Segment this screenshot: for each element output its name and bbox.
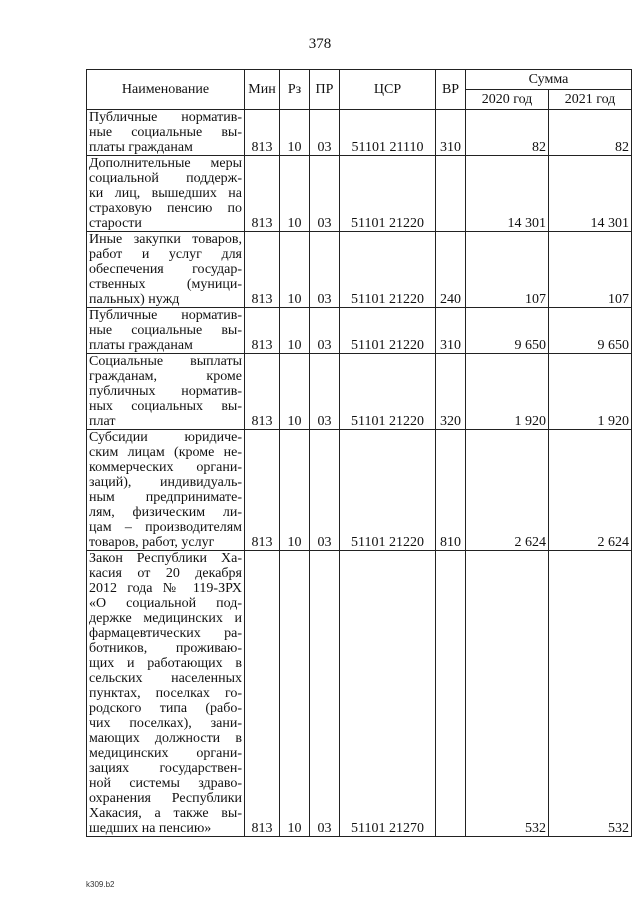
row-csr: 51101 21110 <box>340 110 436 156</box>
row-name-line: Публичные норматив- <box>89 110 242 125</box>
row-name-line: пальных) нужд <box>89 292 180 307</box>
row-name <box>87 232 245 308</box>
row-name <box>87 430 245 551</box>
header-pr: ПР <box>310 70 340 110</box>
header-year-2021: 2021 год <box>549 90 632 110</box>
header-min: Мин <box>245 70 280 110</box>
page-number: 378 <box>308 36 332 52</box>
row-rz: 10 <box>280 354 310 430</box>
row-name-line: ки лиц, вышедших на <box>89 186 242 201</box>
row-csr: 51101 21220 <box>340 156 436 232</box>
row-min: 813 <box>245 308 280 354</box>
row-name-line: Дополнительные меры <box>89 156 242 171</box>
row-min: 813 <box>245 354 280 430</box>
row-name-line: Хакасия, а также вы- <box>89 806 242 821</box>
row-csr: 51101 21220 <box>340 430 436 551</box>
row-name <box>87 110 245 156</box>
table-row <box>87 232 632 308</box>
row-name <box>87 551 245 837</box>
row-name-line: фармацевтических ра- <box>89 626 242 641</box>
row-name-line: ственных (муници- <box>89 277 242 292</box>
row-name-line: медицинских органи- <box>89 746 242 761</box>
row-rz: 10 <box>280 430 310 551</box>
row-pr: 03 <box>310 156 340 232</box>
row-name-line: 2012 года № 119-ЗРХ <box>89 581 242 596</box>
row-name-line: сельских населенных <box>89 671 242 686</box>
row-pr: 03 <box>310 232 340 308</box>
row-name <box>87 308 245 354</box>
row-name-line: чих поселках), зани- <box>89 716 242 731</box>
row-rz: 10 <box>280 551 310 837</box>
row-name-line: социальной поддерж- <box>89 171 242 186</box>
row-name-line: Субсидии юридиче- <box>89 430 242 445</box>
header-rz: Рз <box>280 70 310 110</box>
table-row <box>87 354 632 430</box>
row-name-line: работ и услуг для <box>89 247 242 262</box>
row-vr: 240 <box>436 232 466 308</box>
row-rz: 10 <box>280 110 310 156</box>
row-csr: 51101 21220 <box>340 354 436 430</box>
row-vr: 310 <box>436 308 466 354</box>
row-csr: 51101 21220 <box>340 232 436 308</box>
header-sum: Сумма <box>466 70 632 90</box>
row-amount-2020: 1 920 <box>466 354 549 430</box>
row-name-line: ные социальные вы- <box>89 125 242 140</box>
row-name-line: заций), индивидуаль- <box>89 475 242 490</box>
row-name-line: ботников, проживаю- <box>89 641 242 656</box>
row-vr: 310 <box>436 110 466 156</box>
row-name-line: ским лицам (кроме не- <box>89 445 242 460</box>
row-min: 813 <box>245 156 280 232</box>
row-vr: 810 <box>436 430 466 551</box>
row-csr: 51101 21220 <box>340 308 436 354</box>
row-amount-2021: 82 <box>549 110 632 156</box>
row-vr <box>436 156 466 232</box>
row-name-line: ных социальных вы- <box>89 399 242 414</box>
table-row <box>87 551 632 837</box>
row-rz: 10 <box>280 308 310 354</box>
row-name-line: щих и работающих в <box>89 656 242 671</box>
row-name-line: платы гражданам <box>89 140 193 155</box>
table-row <box>87 156 632 232</box>
row-vr <box>436 551 466 837</box>
row-name-line: мающих должности в <box>89 731 242 746</box>
row-name-line: держке медицинских и <box>89 611 242 626</box>
row-name-line: зациях государствен- <box>89 761 242 776</box>
row-name-line: страховую пенсию по <box>89 201 242 216</box>
row-min: 813 <box>245 551 280 837</box>
row-amount-2021: 1 920 <box>549 354 632 430</box>
header-year-2020: 2020 год <box>466 90 549 110</box>
row-amount-2020: 82 <box>466 110 549 156</box>
row-name-line: плат <box>89 414 116 429</box>
row-name-line: шедших на пенсию» <box>89 821 212 836</box>
header-name: Наименование <box>87 70 245 110</box>
row-pr: 03 <box>310 308 340 354</box>
table-row <box>87 110 632 156</box>
row-name <box>87 354 245 430</box>
row-min: 813 <box>245 430 280 551</box>
row-min: 813 <box>245 232 280 308</box>
row-name-line: лям, физическим ли- <box>89 505 242 520</box>
row-amount-2021: 532 <box>549 551 632 837</box>
row-amount-2021: 9 650 <box>549 308 632 354</box>
row-amount-2021: 14 301 <box>549 156 632 232</box>
row-amount-2020: 532 <box>466 551 549 837</box>
row-rz: 10 <box>280 232 310 308</box>
row-name-line: гражданам, кроме <box>89 369 242 384</box>
row-name-line: «О социальной под- <box>89 596 242 611</box>
row-name-line: ным предпринимате- <box>89 490 242 505</box>
row-pr: 03 <box>310 354 340 430</box>
row-amount-2021: 2 624 <box>549 430 632 551</box>
table-body <box>87 110 632 837</box>
row-name-line: касия от 20 декабря <box>89 566 242 581</box>
row-amount-2020: 9 650 <box>466 308 549 354</box>
row-pr: 03 <box>310 551 340 837</box>
row-name-line: товаров, работ, услуг <box>89 535 215 550</box>
row-pr: 03 <box>310 430 340 551</box>
row-amount-2020: 2 624 <box>466 430 549 551</box>
header-csr: ЦСР <box>340 70 436 110</box>
row-amount-2021: 107 <box>549 232 632 308</box>
row-name-line: старости <box>89 216 142 231</box>
footer-code: k309.b2 <box>86 880 115 889</box>
row-name-line: обеспечения государ- <box>89 262 242 277</box>
row-vr: 320 <box>436 354 466 430</box>
row-min: 813 <box>245 110 280 156</box>
row-rz: 10 <box>280 156 310 232</box>
row-name-line: ной системы здраво- <box>89 776 242 791</box>
budget-table <box>86 69 632 837</box>
row-name-line: публичных норматив- <box>89 384 242 399</box>
row-name-line: пунктах, поселках го- <box>89 686 242 701</box>
row-name-line: коммерческих органи- <box>89 460 242 475</box>
row-name-line: охранения Республики <box>89 791 242 806</box>
row-name <box>87 156 245 232</box>
row-pr: 03 <box>310 110 340 156</box>
row-name-line: ные социальные вы- <box>89 323 242 338</box>
header-vr: ВР <box>436 70 466 110</box>
row-name-line: Закон Республики Ха- <box>89 551 242 566</box>
table-row <box>87 308 632 354</box>
row-csr: 51101 21270 <box>340 551 436 837</box>
row-name-line: цам – производителям <box>89 520 242 535</box>
row-name-line: Публичные норматив- <box>89 308 242 323</box>
row-amount-2020: 107 <box>466 232 549 308</box>
row-name-line: родского типа (рабо- <box>89 701 242 716</box>
row-name-line: Социальные выплаты <box>89 354 242 369</box>
row-name-line: платы гражданам <box>89 338 193 353</box>
row-amount-2020: 14 301 <box>466 156 549 232</box>
table-row <box>87 430 632 551</box>
row-name-line: Иные закупки товаров, <box>89 232 242 247</box>
